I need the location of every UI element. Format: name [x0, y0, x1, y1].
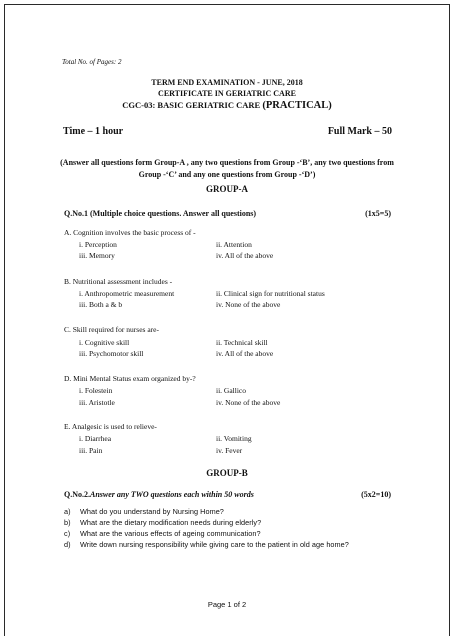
- course-title: [0, 100, 454, 111]
- exam-title: TERM END EXAMINATION - JUNE, 2018: [151, 78, 303, 87]
- mcq-option: iii. Both a & b: [79, 300, 123, 309]
- short-question-label: c): [64, 529, 71, 538]
- mcq-option: iv. All of the above: [216, 251, 274, 260]
- short-question-label: d): [64, 540, 71, 549]
- mcq-option: iii. Psychomotor skill: [79, 349, 144, 358]
- mcq-option: ii. Vomiting: [216, 434, 252, 443]
- full-mark: Full Mark – 50: [327, 126, 392, 137]
- group-a-question: Q.No.1 (Multiple choice questions. Answer all questions): [64, 209, 257, 218]
- short-question-text: Write down nursing responsibility while giving care to the patient in old age home?: [80, 540, 349, 549]
- mcq-option: i. Perception: [79, 240, 117, 249]
- mcq-option: ii. Clinical sign for nutritional status: [216, 289, 325, 298]
- mcq-option: i. Folestein: [79, 386, 113, 395]
- group-b-title: GROUP-B: [206, 468, 248, 478]
- short-question-text: What are the various effects of ageing communication?: [80, 529, 261, 538]
- mcq-option: iii. Pain: [79, 446, 103, 455]
- mcq-stem: D. Mini Mental Status exam organized by-?: [64, 374, 196, 383]
- instructions: (Answer all questions form Group-A , any two questions from Group -‘B’, any two questions from Group -‘C’ and any one questions from Group -‘D’): [60, 158, 394, 179]
- mcq-stem: B. Nutritional assessment includes -: [64, 277, 173, 286]
- group-a-marks: (1x5=5): [365, 209, 391, 218]
- mcq-option: i. Cognitive skill: [79, 338, 130, 347]
- short-question-text: What do you understand by Nursing Home?: [80, 507, 224, 516]
- group-a-title: GROUP-A: [206, 184, 248, 194]
- mcq-stem: E. Analgesic is used to relieve-: [64, 422, 157, 431]
- mcq-stem: A. Cognition involves the basic process of -: [64, 228, 196, 237]
- short-question: [64, 529, 261, 538]
- certificate-title: CERTIFICATE IN GERIATRIC CARE: [158, 89, 296, 98]
- group-b-marks: (5x2=10): [361, 490, 391, 499]
- group-b-question-number: Q.No.2.: [64, 490, 90, 499]
- mcq-option: iv. None of the above: [216, 398, 281, 407]
- mcq-option: ii. Attention: [216, 240, 252, 249]
- short-question-label: b): [64, 518, 71, 527]
- time-limit: Time – 1 hour: [63, 126, 124, 137]
- short-question-text: What are the dietary modification needs during elderly?: [80, 518, 262, 527]
- mcq-option: ii. Gallico: [216, 386, 246, 395]
- short-question-label: a): [64, 507, 71, 516]
- short-question: [64, 540, 349, 549]
- group-b-question: [64, 490, 254, 499]
- page-number: Page 1 of 2: [207, 600, 247, 609]
- course-code: CGC-03: BASIC GERIATRIC CARE: [122, 100, 263, 110]
- course-type: (PRACTICAL): [262, 100, 332, 111]
- short-question: [64, 507, 224, 516]
- mcq-option: iv. All of the above: [216, 349, 274, 358]
- total-pages: Total No. of Pages: 2: [62, 58, 122, 66]
- mcq-option: iii. Memory: [79, 251, 115, 260]
- group-b-question-text: Answer any TWO questions each within 50 words: [90, 490, 254, 499]
- mcq-stem: C. Skill required for nurses are-: [64, 325, 159, 334]
- mcq-option: i. Anthropometric measurement: [79, 289, 175, 298]
- mcq-option: i. Diarrhea: [79, 434, 112, 443]
- mcq-option: iii. Aristotle: [79, 398, 115, 407]
- short-question: [64, 518, 261, 527]
- mcq-option: ii. Technical skill: [216, 338, 268, 347]
- mcq-option: iv. Fever: [216, 446, 243, 455]
- mcq-option: iv. None of the above: [216, 300, 281, 309]
